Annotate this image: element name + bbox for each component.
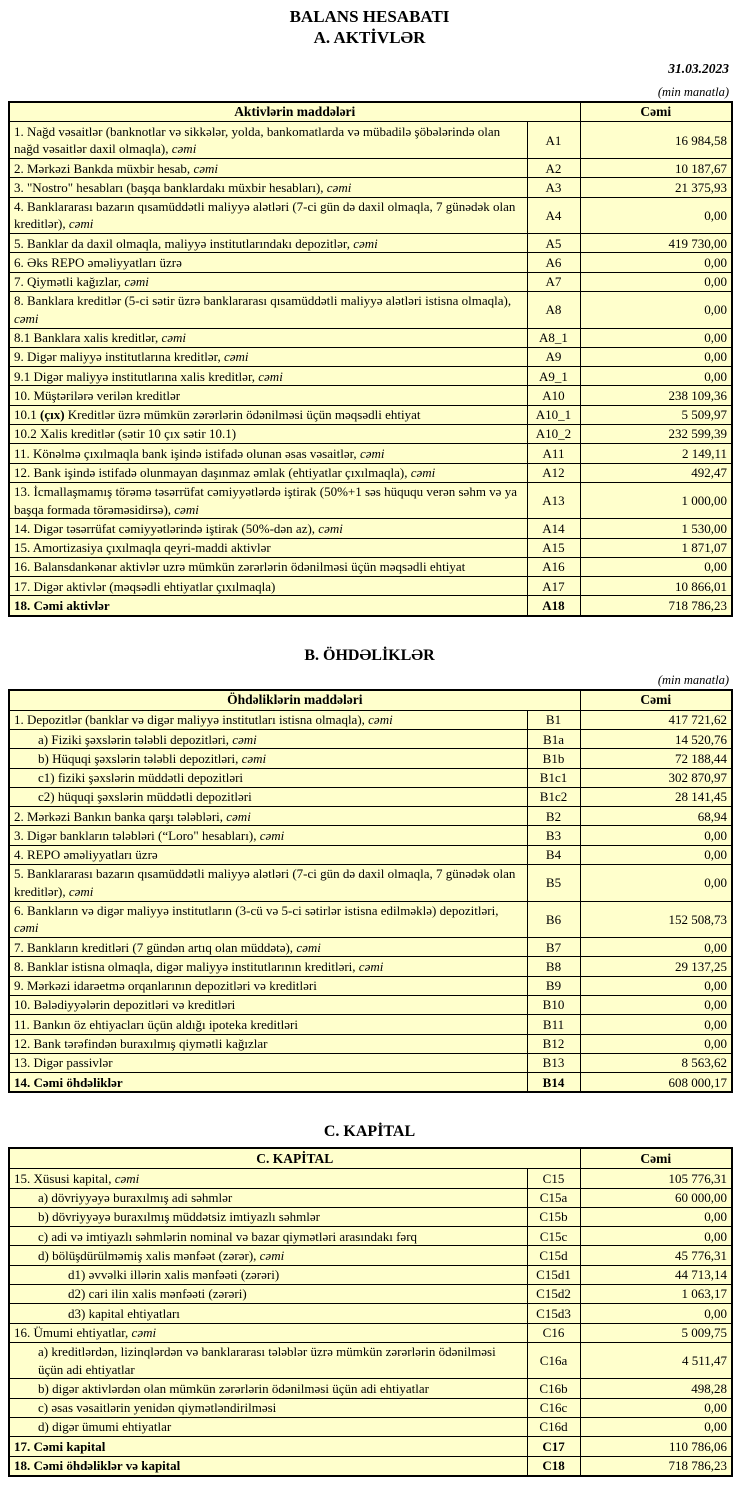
- row-label: 2. Mərkəzi Bankın banka qarşı tələbləri, cəmi: [9, 807, 527, 826]
- row-label: 6. Bankların və digər maliyyə institutların (3-cü və 5-ci sətirlər istisna edilməklə) depozitləri, cəmi: [9, 901, 527, 938]
- row-value: 0,00: [580, 557, 732, 576]
- unit-note-assets: (min manatla): [657, 84, 729, 99]
- row-code: A9_1: [527, 367, 580, 386]
- row-label: 4. Banklararası bazarın qısamüddətli maliyyə alətləri (7-ci gün də daxil olmaqla, 7 günədək olan kreditlər), cəmi: [9, 197, 527, 234]
- row-label: 18. Cəmi öhdəliklər və kapital: [9, 1456, 527, 1476]
- row-label: b) digər aktivlərdən olan mümkün zərərlərin ödənilməsi üçün adi ehtiyatlar: [9, 1379, 527, 1398]
- row-code: A10_2: [527, 424, 580, 443]
- row-value: 5 009,75: [580, 1323, 732, 1342]
- table-row: [9, 1379, 732, 1398]
- table-row: [9, 1053, 732, 1072]
- row-value: 232 599,39: [580, 424, 732, 443]
- row-code: B6: [527, 901, 580, 938]
- row-code: A10: [527, 386, 580, 405]
- table-row: [9, 1417, 732, 1436]
- row-code: A13: [527, 482, 580, 519]
- row-code: B1b: [527, 749, 580, 768]
- row-code: C17: [527, 1437, 580, 1456]
- row-value: 0,00: [580, 995, 732, 1014]
- row-code: C16c: [527, 1398, 580, 1417]
- row-label: d3) kapital ehtiyatları: [9, 1304, 527, 1323]
- row-value: 0,00: [580, 1304, 732, 1323]
- table-row: [9, 557, 732, 576]
- section-a-title: A. AKTİVLƏR: [313, 28, 426, 48]
- row-label: 15. Xüsusi kapital, cəmi: [9, 1169, 527, 1188]
- row-value: 419 730,00: [580, 234, 732, 253]
- row-value: 0,00: [580, 197, 732, 234]
- table-row: [9, 768, 732, 787]
- table-row: [9, 938, 732, 957]
- row-value: 1 000,00: [580, 482, 732, 519]
- row-value: 417 721,62: [580, 710, 732, 729]
- row-label: 16. Balansdankənar aktivlər uzrə mümkün zərərlərin ödənilməsi üçün məqsədli ehtiyat: [9, 557, 527, 576]
- row-value: 0,00: [580, 328, 732, 347]
- row-code: B3: [527, 826, 580, 845]
- row-value: 608 000,17: [580, 1073, 732, 1093]
- row-value: 0,00: [580, 272, 732, 291]
- row-code: A7: [527, 272, 580, 291]
- row-value: 68,94: [580, 807, 732, 826]
- row-code: B11: [527, 1015, 580, 1034]
- row-label: 8.1 Banklara xalis kreditlər, cəmi: [9, 328, 527, 347]
- table-row: [9, 1207, 732, 1226]
- row-label: 5. Banklar da daxil olmaqla, maliyyə institutlarındakı depozitlər, cəmi: [9, 234, 527, 253]
- row-code: C15d1: [527, 1265, 580, 1284]
- row-code: A11: [527, 444, 580, 463]
- table-row: [9, 976, 732, 995]
- row-value: 5 509,97: [580, 405, 732, 424]
- row-value: 0,00: [580, 1207, 732, 1226]
- row-label: 3. Digər bankların tələbləri (“Loro" hesabları), cəmi: [9, 826, 527, 845]
- row-value: 0,00: [580, 1417, 732, 1436]
- row-code: B4: [527, 845, 580, 864]
- row-value: 718 786,23: [580, 1456, 732, 1476]
- row-value: 60 000,00: [580, 1188, 732, 1207]
- row-code: A9: [527, 347, 580, 366]
- document-title-block: [0, 0, 739, 49]
- table-row: [9, 328, 732, 347]
- row-code: B5: [527, 864, 580, 901]
- column-header-items: C. KAPİTAL: [9, 1148, 580, 1168]
- row-value: 0,00: [580, 1227, 732, 1246]
- row-label: 10.1 (çıx) Kreditlər üzrə mümkün zərərlərin ödənilməsi üçün məqsədli ehtiyat: [9, 405, 527, 424]
- row-label: 5. Banklararası bazarın qısamüddətli maliyyə alətləri (7-ci gün də daxil olmaqla, 7 günədək olan kreditlər), cəmi: [9, 864, 527, 901]
- table-row: [9, 807, 732, 826]
- table-row: [9, 347, 732, 366]
- row-code: A3: [527, 178, 580, 197]
- row-label: 4. REPO əməliyyatları üzrə: [9, 845, 527, 864]
- row-value: 28 141,45: [580, 787, 732, 806]
- row-label: 8. Banklara kreditlər (5-ci sətir üzrə banklararası qısamüddətli maliyyə alətləri istisna olmaqla), cəmi: [9, 291, 527, 328]
- row-value: 0,00: [580, 826, 732, 845]
- row-code: C16d: [527, 1417, 580, 1436]
- row-code: A6: [527, 253, 580, 272]
- row-code: C16a: [527, 1342, 580, 1379]
- row-code: C15d3: [527, 1304, 580, 1323]
- report-date: 31.03.2023: [668, 60, 729, 76]
- row-value: 0,00: [580, 864, 732, 901]
- row-value: 4 511,47: [580, 1342, 732, 1379]
- row-code: A14: [527, 519, 580, 538]
- column-header-items: Öhdəliklərin maddələri: [9, 690, 580, 710]
- row-value: 16 984,58: [580, 122, 732, 159]
- table-row: [9, 1227, 732, 1246]
- row-code: B1c1: [527, 768, 580, 787]
- row-code: B2: [527, 807, 580, 826]
- row-value: 2 149,11: [580, 444, 732, 463]
- table-row: [9, 1284, 732, 1303]
- row-label: 13. İcmallaşmamış törəmə təsərrüfat cəmiyyətlərdə iştirak (50%+1 səs hüququ verən səhm və ya başqa formada törəməsidirsə), cəmi: [9, 482, 527, 519]
- row-code: A5: [527, 234, 580, 253]
- table-row: [9, 519, 732, 538]
- row-code: A10_1: [527, 405, 580, 424]
- row-value: 45 776,31: [580, 1246, 732, 1265]
- table-row: [9, 122, 732, 159]
- table-row: [9, 901, 732, 938]
- row-label: 11. Bankın öz ehtiyacları üçün aldığı ipoteka kreditləri: [9, 1015, 527, 1034]
- row-label: d2) cari ilin xalis mənfəəti (zərəri): [9, 1284, 527, 1303]
- row-value: 8 563,62: [580, 1053, 732, 1072]
- row-label: 9. Mərkəzi idarəetmə orqanlarının depozitləri və kreditləri: [9, 976, 527, 995]
- row-code: B13: [527, 1053, 580, 1072]
- row-code: C15d: [527, 1246, 580, 1265]
- row-label: d) digər ümumi ehtiyatlar: [9, 1417, 527, 1436]
- row-value: 1 063,17: [580, 1284, 732, 1303]
- table-row: [9, 444, 732, 463]
- table-row: [9, 197, 732, 234]
- row-value: 110 786,06: [580, 1437, 732, 1456]
- row-label: 17. Cəmi kapital: [9, 1437, 527, 1456]
- row-label: 12. Bank tərəfindən buraxılmış qiymətli kağızlar: [9, 1034, 527, 1053]
- row-value: 44 713,14: [580, 1265, 732, 1284]
- table-row: [9, 1437, 732, 1456]
- row-label: 2. Mərkəzi Bankda müxbir hesab, cəmi: [9, 159, 527, 178]
- row-label: 8. Banklar istisna olmaqla, digər maliyyə institutlarının kreditləri, cəmi: [9, 957, 527, 976]
- row-code: B1c2: [527, 787, 580, 806]
- table-row: [9, 1265, 732, 1284]
- table-header-row: [9, 102, 732, 122]
- row-label: 10.2 Xalis kreditlər (sətir 10 çıx sətir 10.1): [9, 424, 527, 443]
- table-row: [9, 1188, 732, 1207]
- row-label: 18. Cəmi aktivlər: [9, 596, 527, 616]
- table-row: [9, 159, 732, 178]
- table-row: [9, 482, 732, 519]
- row-value: 718 786,23: [580, 596, 732, 616]
- row-value: 1 530,00: [580, 519, 732, 538]
- table-row: [9, 1169, 732, 1188]
- row-code: C15a: [527, 1188, 580, 1207]
- table-row: [9, 710, 732, 729]
- table-row: [9, 386, 732, 405]
- row-label: a) Fiziki şəxslərin tələbli depozitləri, cəmi: [9, 730, 527, 749]
- row-value: 29 137,25: [580, 957, 732, 976]
- row-label: 14. Cəmi öhdəliklər: [9, 1073, 527, 1093]
- row-code: C15b: [527, 1207, 580, 1226]
- row-label: c) adi və imtiyazlı səhmlərin nominal və bazar qiymətləri arasındakı fərq: [9, 1227, 527, 1246]
- row-label: a) dövriyyəyə buraxılmış adi səhmlər: [9, 1188, 527, 1207]
- row-label: 9.1 Digər maliyyə institutlarına xalis kreditlər, cəmi: [9, 367, 527, 386]
- table-row: [9, 1304, 732, 1323]
- row-value: 1 871,07: [580, 538, 732, 557]
- table-row: [9, 845, 732, 864]
- table-row: [9, 787, 732, 806]
- row-code: C15c: [527, 1227, 580, 1246]
- row-code: A17: [527, 577, 580, 596]
- row-value: 0,00: [580, 1034, 732, 1053]
- row-label: d) bölüşdürülməmiş xalis mənfəət (zərər), cəmi: [9, 1246, 527, 1265]
- row-label: 7. Bankların kreditləri (7 gündən artıq olan müddətə), cəmi: [9, 938, 527, 957]
- row-code: A2: [527, 159, 580, 178]
- row-label: a) kreditlərdən, lizinqlərdən və banklararası tələblər üzrə mümkün zərərlərin ödənilməsi üçün adi ehtiyatlar: [9, 1342, 527, 1379]
- row-label: 14. Digər təsərrüfat cəmiyyətlərində iştirak (50%-dən az), cəmi: [9, 519, 527, 538]
- row-label: c) əsas vəsaitlərin yenidən qiymətləndirilməsi: [9, 1398, 527, 1417]
- document-title: BALANS HESABATI: [289, 7, 450, 26]
- row-value: 105 776,31: [580, 1169, 732, 1188]
- row-label: 1. Depozitlər (banklar və digər maliyyə institutları istisna olmaqla), cəmi: [9, 710, 527, 729]
- table-row: [9, 538, 732, 557]
- row-value: 0,00: [580, 253, 732, 272]
- row-label: 16. Ümumi ehtiyatlar, cəmi: [9, 1323, 527, 1342]
- table-row: [9, 291, 732, 328]
- row-label: c2) hüquqi şəxslərin müddətli depozitləri: [9, 787, 527, 806]
- row-code: A15: [527, 538, 580, 557]
- row-code: B10: [527, 995, 580, 1014]
- row-value: 492,47: [580, 463, 732, 482]
- assets-table: [8, 101, 733, 617]
- table-row: [9, 1246, 732, 1265]
- row-code: C16b: [527, 1379, 580, 1398]
- row-value: 72 188,44: [580, 749, 732, 768]
- row-code: B7: [527, 938, 580, 957]
- row-code: B9: [527, 976, 580, 995]
- section-b-title: B. ÖHDƏLİKLƏR: [304, 646, 435, 664]
- row-label: 1. Nağd vəsaitlər (banknotlar və sikkələr, yolda, bankomatlarda və mübadilə şöbələrində olan nağd vəsaitlər daxil olmaqla), cəmi: [9, 122, 527, 159]
- row-value: 0,00: [580, 976, 732, 995]
- row-code: A8: [527, 291, 580, 328]
- row-label: 17. Digər aktivlər (məqsədli ehtiyatlar çıxılmaqla): [9, 577, 527, 596]
- row-label: 3. "Nostro" hesabları (başqa banklardakı müxbir hesabları), cəmi: [9, 178, 527, 197]
- table-row: [9, 253, 732, 272]
- table-row: [9, 1015, 732, 1034]
- row-label: 13. Digər passivlər: [9, 1053, 527, 1072]
- row-label: b) dövriyyəyə buraxılmış müddətsiz imtiyazlı səhmlər: [9, 1207, 527, 1226]
- table-row: [9, 463, 732, 482]
- row-label: 11. Könəlmə çıxılmaqla bank işində istifadə olunan əsas vəsaitlər, cəmi: [9, 444, 527, 463]
- table-row: [9, 577, 732, 596]
- table-row: [9, 234, 732, 253]
- row-code: B14: [527, 1073, 580, 1093]
- table-row: [9, 864, 732, 901]
- row-label: 15. Amortizasiya çıxılmaqla qeyri-maddi aktivlər: [9, 538, 527, 557]
- row-code: B12: [527, 1034, 580, 1053]
- row-value: 21 375,93: [580, 178, 732, 197]
- row-label: 7. Qiymətli kağızlar, cəmi: [9, 272, 527, 291]
- row-value: 0,00: [580, 367, 732, 386]
- row-label: 10. Müştərilərə verilən kreditlər: [9, 386, 527, 405]
- section-c-title: C. KAPİTAL: [323, 1123, 416, 1141]
- column-header-items: Aktivlərin maddələri: [9, 102, 580, 122]
- row-value: 14 520,76: [580, 730, 732, 749]
- row-code: C18: [527, 1456, 580, 1476]
- row-value: 302 870,97: [580, 768, 732, 787]
- table-row: [9, 367, 732, 386]
- row-code: C15: [527, 1169, 580, 1188]
- table-row: [9, 424, 732, 443]
- table-row: [9, 1323, 732, 1342]
- row-code: A8_1: [527, 328, 580, 347]
- row-value: 0,00: [580, 938, 732, 957]
- row-label: 10. Bələdiyyələrin depozitləri və kreditləri: [9, 995, 527, 1014]
- row-value: 10 866,01: [580, 577, 732, 596]
- row-code: A18: [527, 596, 580, 616]
- row-value: 0,00: [580, 1398, 732, 1417]
- table-row: [9, 730, 732, 749]
- table-header-row: [9, 1148, 732, 1168]
- row-code: B1: [527, 710, 580, 729]
- row-code: C15d2: [527, 1284, 580, 1303]
- row-value: 0,00: [580, 347, 732, 366]
- row-code: B8: [527, 957, 580, 976]
- row-value: 0,00: [580, 1015, 732, 1034]
- column-header-total: Cəmi: [580, 102, 732, 122]
- unit-note-liabilities: (min manatla): [657, 672, 729, 687]
- row-value: 498,28: [580, 1379, 732, 1398]
- table-header-row: [9, 690, 732, 710]
- row-value: 238 109,36: [580, 386, 732, 405]
- liabilities-table: [8, 689, 733, 1094]
- column-header-total: Cəmi: [580, 1148, 732, 1168]
- row-code: A1: [527, 122, 580, 159]
- row-value: 0,00: [580, 291, 732, 328]
- row-label: d1) əvvəlki illərin xalis mənfəəti (zərəri): [9, 1265, 527, 1284]
- table-row: [9, 957, 732, 976]
- row-label: b) Hüquqi şəxslərin tələbli depozitləri, cəmi: [9, 749, 527, 768]
- row-code: A4: [527, 197, 580, 234]
- row-code: A16: [527, 557, 580, 576]
- column-header-total: Cəmi: [580, 690, 732, 710]
- row-value: 152 508,73: [580, 901, 732, 938]
- row-label: 9. Digər maliyyə institutlarına kreditlər, cəmi: [9, 347, 527, 366]
- row-code: B1a: [527, 730, 580, 749]
- table-row: [9, 405, 732, 424]
- table-row: [9, 826, 732, 845]
- table-row: [9, 1456, 732, 1476]
- table-row: [9, 1073, 732, 1093]
- table-row: [9, 1342, 732, 1379]
- table-row: [9, 749, 732, 768]
- table-row: [9, 178, 732, 197]
- row-code: A12: [527, 463, 580, 482]
- table-row: [9, 1034, 732, 1053]
- row-value: 0,00: [580, 845, 732, 864]
- table-row: [9, 995, 732, 1014]
- row-label: 6. Əks REPO əməliyyatları üzrə: [9, 253, 527, 272]
- row-value: 10 187,67: [580, 159, 732, 178]
- row-label: c1) fiziki şəxslərin müddətli depozitləri: [9, 768, 527, 787]
- table-row: [9, 272, 732, 291]
- table-row: [9, 1398, 732, 1417]
- capital-table: [8, 1147, 733, 1476]
- row-label: 12. Bank işində istifadə olunmayan daşınmaz əmlak (ehtiyatlar çıxılmaqla), cəmi: [9, 463, 527, 482]
- table-row: [9, 596, 732, 616]
- row-code: C16: [527, 1323, 580, 1342]
